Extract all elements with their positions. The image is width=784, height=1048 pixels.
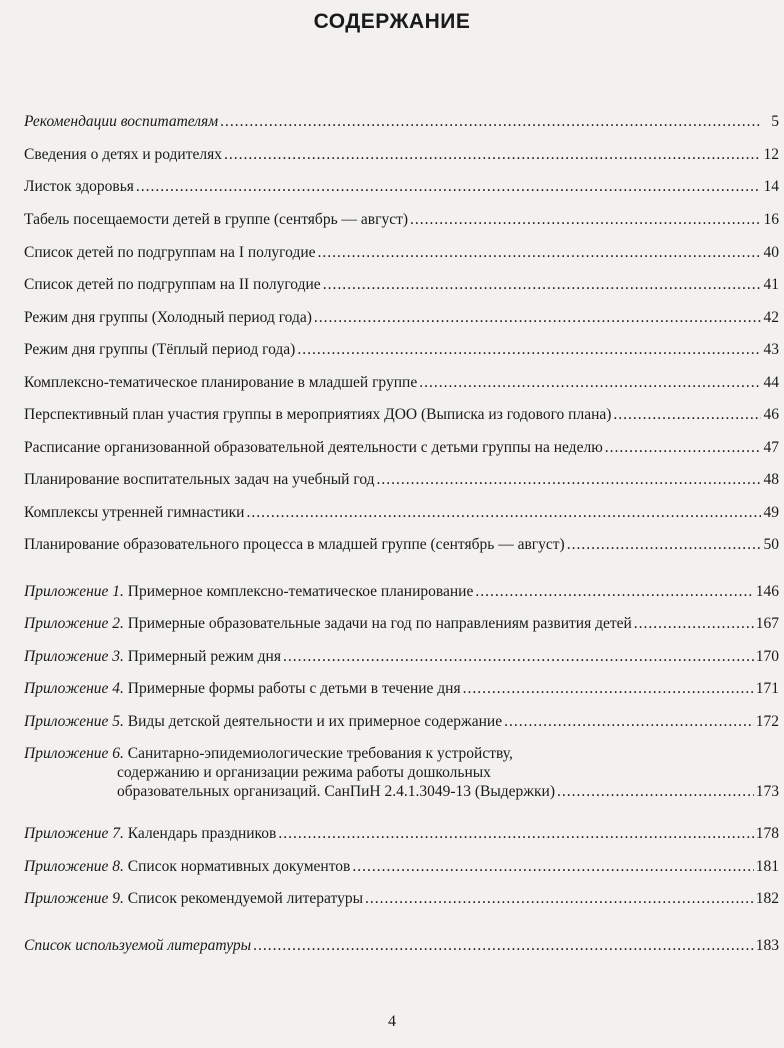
appendix-title: Примерные формы работы с детьми в течение дня xyxy=(127,680,461,697)
appendix-title-line3: образовательных организаций. СанПиН 2.4.1.3049-13 (Выдержки) xyxy=(117,783,556,800)
toc-entry-page: 47 xyxy=(763,439,779,456)
toc-entry-page: 43 xyxy=(763,341,779,358)
appendix-title: Список нормативных документов xyxy=(127,858,351,875)
toc-entry[interactable] xyxy=(24,470,779,489)
toc-entry-page: 48 xyxy=(763,471,779,488)
toc-appendix[interactable] xyxy=(24,824,779,843)
toc-entry[interactable] xyxy=(24,243,779,262)
appendix-prefix: Приложение 5. xyxy=(24,713,124,730)
appendix-page: 182 xyxy=(755,890,779,907)
toc-appendix[interactable] xyxy=(24,744,779,801)
toc-entry[interactable] xyxy=(24,438,779,457)
appendix-prefix: Приложение 6. xyxy=(24,745,124,762)
toc-entry-page: 50 xyxy=(763,536,779,553)
toc-entry[interactable] xyxy=(24,177,779,196)
literature-page: 183 xyxy=(755,937,779,954)
toc-entry[interactable] xyxy=(24,308,779,327)
toc-literature[interactable] xyxy=(24,936,779,955)
appendix-prefix: Приложение 4. xyxy=(24,680,124,697)
toc-entry[interactable] xyxy=(24,340,779,359)
appendix-page: 146 xyxy=(755,583,779,600)
toc-appendix[interactable] xyxy=(24,679,779,698)
toc-entry[interactable] xyxy=(24,210,779,229)
appendix-title: Примерное комплексно-тематическое планирование xyxy=(127,583,474,600)
toc-entry-title: Список детей по подгруппам на I полугодие xyxy=(24,244,316,261)
toc-entry-page: 46 xyxy=(763,406,779,423)
appendix-title: Список рекомендуемой литературы xyxy=(127,890,364,907)
toc-entry-title: Расписание организованной образовательной деятельности с детьми группы на неделю xyxy=(24,439,603,456)
toc-entry-page: 14 xyxy=(763,178,779,195)
toc-entry[interactable] xyxy=(24,405,779,424)
toc-entry-page: 41 xyxy=(763,276,779,293)
toc-entry-page: 12 xyxy=(763,146,779,163)
toc-entry-title: Комплексы утренней гимнастики xyxy=(24,504,245,521)
toc-entry[interactable] xyxy=(24,112,779,131)
toc-entry[interactable] xyxy=(24,275,779,294)
toc-entry-title: Листок здоровья xyxy=(24,178,134,195)
toc-entry-page: 44 xyxy=(763,374,779,391)
toc-appendix[interactable] xyxy=(24,889,779,908)
toc-entry-title: Рекомендации воспитателям xyxy=(24,113,219,130)
appendix-title: Примерный режим дня xyxy=(127,648,281,665)
toc-appendix[interactable] xyxy=(24,712,779,731)
appendix-title: Санитарно-эпидемиологические требования к устройству, xyxy=(127,745,513,762)
appendix-page: 172 xyxy=(755,713,779,730)
toc-appendix[interactable] xyxy=(24,647,779,666)
appendix-title: Примерные образовательные задачи на год по направлениям развития детей xyxy=(127,615,632,632)
toc-entry[interactable] xyxy=(24,503,779,522)
toc-appendix[interactable] xyxy=(24,857,779,876)
toc-entry-title: Режим дня группы (Холодный период года) xyxy=(24,309,312,326)
toc-entry-title: Табель посещаемости детей в группе (сентябрь — август) xyxy=(24,211,409,228)
appendix-title: Календарь праздников xyxy=(127,825,277,842)
appendix-prefix: Приложение 9. xyxy=(24,890,124,907)
toc-entry-title: Перспективный план участия группы в мероприятиях ДОО (Выписка из годового плана) xyxy=(24,406,612,423)
literature-title: Список используемой литературы xyxy=(24,937,252,954)
toc-entry-title: Список детей по подгруппам на II полугодие xyxy=(24,276,321,293)
toc-entry-page: 5 xyxy=(771,113,779,130)
toc-entry-title: Сведения о детях и родителях xyxy=(24,146,222,163)
appendix-page: 170 xyxy=(755,648,779,665)
toc-entry-title: Планирование воспитательных задач на учебный год xyxy=(24,471,375,488)
appendix-prefix: Приложение 3. xyxy=(24,648,124,665)
toc-entry[interactable] xyxy=(24,373,779,392)
toc-entry-page: 49 xyxy=(763,504,779,521)
toc-entry-title: Комплексно-тематическое планирование в младшей группе xyxy=(24,374,418,391)
appendix-page: 167 xyxy=(755,615,779,632)
toc-appendix[interactable] xyxy=(24,582,779,601)
page-number: 4 xyxy=(388,1013,396,1030)
toc-entry-page: 40 xyxy=(763,244,779,261)
toc-entry-page: 42 xyxy=(763,309,779,326)
appendix-title-line2: содержанию и организации режима работы дошкольных xyxy=(117,764,491,781)
appendix-prefix: Приложение 2. xyxy=(24,615,124,632)
appendix-page: 178 xyxy=(755,825,779,842)
appendix-prefix: Приложение 7. xyxy=(24,825,124,842)
toc-entry-title: Режим дня группы (Тёплый период года) xyxy=(24,341,296,358)
toc-entry[interactable] xyxy=(24,535,779,554)
appendix-page: 171 xyxy=(755,680,779,697)
toc-appendix[interactable] xyxy=(24,614,779,633)
toc-entry[interactable] xyxy=(24,145,779,164)
appendix-page: 181 xyxy=(755,858,779,875)
toc-entry-page: 16 xyxy=(763,211,779,228)
appendix-title: Виды детской деятельности и их примерное содержание xyxy=(127,713,503,730)
toc-entry-title: Планирование образовательного процесса в младшей группе (сентябрь — август) xyxy=(24,536,565,553)
appendix-prefix: Приложение 8. xyxy=(24,858,124,875)
appendix-page: 173 xyxy=(755,783,779,800)
page-title: СОДЕРЖАНИЕ xyxy=(313,10,471,33)
appendix-prefix: Приложение 1. xyxy=(24,583,124,600)
